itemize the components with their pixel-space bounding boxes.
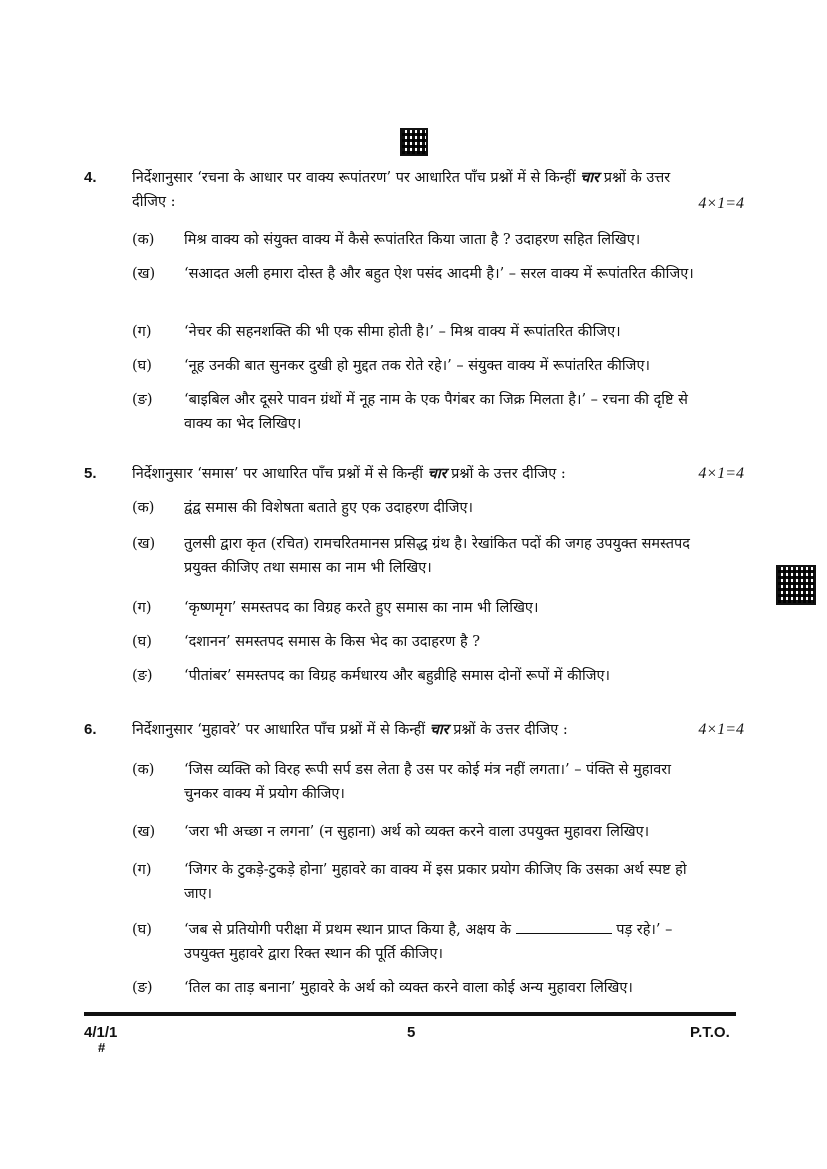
option-text: तुलसी द्वारा कृत (रचित) रामचरितमानस प्रसिद्ध ग्रंथ है। रेखांकित पदों की जगह उपयुक्त समस्तपद प्रयुक्त कीजिए तथा समास का नाम भी लिखिए। [184,536,690,576]
option-label: (क) [132,232,155,248]
option-label: (क) [132,500,155,516]
option-text: ‘नेचर की सहनशक्ति की भी एक सीमा होती है।’ – मिश्र वाक्य में रूपांतरित कीजिए। [184,324,621,340]
marks: 4×1=4 [698,465,744,482]
paper-code: 4/1/1 [84,1024,118,1041]
option-label: (क) [132,762,155,778]
option-label: (घ) [132,358,152,374]
option-text: ‘तिल का ताड़ बनाना’ मुहावरे के अर्थ को व्यक्त करने वाला कोई अन्य मुहावरा लिखिए। [184,980,633,996]
marks: 4×1=4 [698,195,744,212]
option-label: (ग) [132,324,152,340]
option-text: ‘पीतांबर’ समस्तपद का विग्रह कर्मधारय और बहुव्रीहि समास दोनों रूपों में कीजिए। [184,668,611,684]
option-text: ‘बाइबिल और दूसरे पावन ग्रंथों में नूह नाम के एक पैगंबर का जिक्र मिलता है।’ – रचना की दृष्टि से वाक्य का भेद लिखिए। [184,392,688,432]
marks: 4×1=4 [698,721,744,738]
qr-code-side [776,565,816,605]
qr-code-top [400,128,428,156]
option-label: (ख) [132,266,156,282]
option-text: ‘कृष्णमृग’ समस्तपद का विग्रह करते हुए समास का नाम भी लिखिए। [184,600,539,616]
option-label: (ख) [132,824,156,840]
question-number: 4. [84,169,97,186]
question-number: 6. [84,721,97,738]
option-text: ‘जिस व्यक्ति को विरह रूपी सर्प डस लेता है उस पर कोई मंत्र नहीं लगता।’ – पंक्ति से मुहावरा चुनकर वाक्य में प्रयोग कीजिए। [184,762,671,802]
pto-label: P.T.O. [690,1024,730,1041]
question-instruction: निर्देशानुसार ‘समास’ पर आधारित पाँच प्रश्नों में से किन्हीं चार प्रश्नों के उत्तर दीजिए : [132,465,566,482]
question-instruction: निर्देशानुसार ‘मुहावरे’ पर आधारित पाँच प्रश्नों में से किन्हीं चार प्रश्नों के उत्तर दीजिए : [132,721,568,738]
option-text: ‘दशानन’ समस्तपद समास के किस भेद का उदाहरण है ? [184,634,481,650]
option-label: (ङ) [132,980,153,996]
option-label: (ख) [132,536,156,552]
footer-rule [84,1012,736,1016]
option-label: (ग) [132,862,152,878]
option-text: ‘जब से प्रतियोगी परीक्षा में प्रथम स्थान प्राप्त किया है, अक्षय के पड़ रहे।’ – उपयुक्त मुहावरे द्वारा रिक्त स्थान की पूर्ति कीजिए। [184,918,704,966]
option-label: (घ) [132,922,152,938]
option-label: (ग) [132,600,152,616]
option-text: ‘नूह उनकी बात सुनकर दुखी हो मुद्दत तक रोते रहे।’ – संयुक्त वाक्य में रूपांतरित कीजिए। [184,358,650,374]
option-label: (घ) [132,634,152,650]
option-text: ‘जरा भी अच्छा न लगना’ (न सुहाना) अर्थ को व्यक्त करने वाला उपयुक्त मुहावरा लिखिए। [184,824,650,840]
option-label: (ङ) [132,668,153,684]
option-text: ‘सआदत अली हमारा दोस्त है और बहुत ऐश पसंद आदमी है।’ – सरल वाक्य में रूपांतरित कीजिए। [184,266,694,282]
option-text: मिश्र वाक्य को संयुक्त वाक्य में कैसे रूपांतरित किया जाता है ? उदाहरण सहित लिखिए। [184,232,641,248]
fill-blank [516,919,612,934]
option-text: द्वंद्व समास की विशेषता बताते हुए एक उदाहरण दीजिए। [184,500,473,516]
option-label: (ङ) [132,392,153,408]
page-number: 5 [407,1024,416,1041]
hash-mark: # [98,1040,106,1055]
question-instruction: निर्देशानुसार ‘रचना के आधार पर वाक्य रूपांतरण’ पर आधारित पाँच प्रश्नों में से किन्हीं चार प्रश्नों के उत्तर दीजिए : [132,169,671,210]
question-number: 5. [84,465,97,482]
option-text: ‘जिगर के टुकड़े-टुकड़े होना’ मुहावरे का वाक्य में इस प्रकार प्रयोग कीजिए कि उसका अर्थ स्पष्ट हो जाए। [184,862,687,902]
